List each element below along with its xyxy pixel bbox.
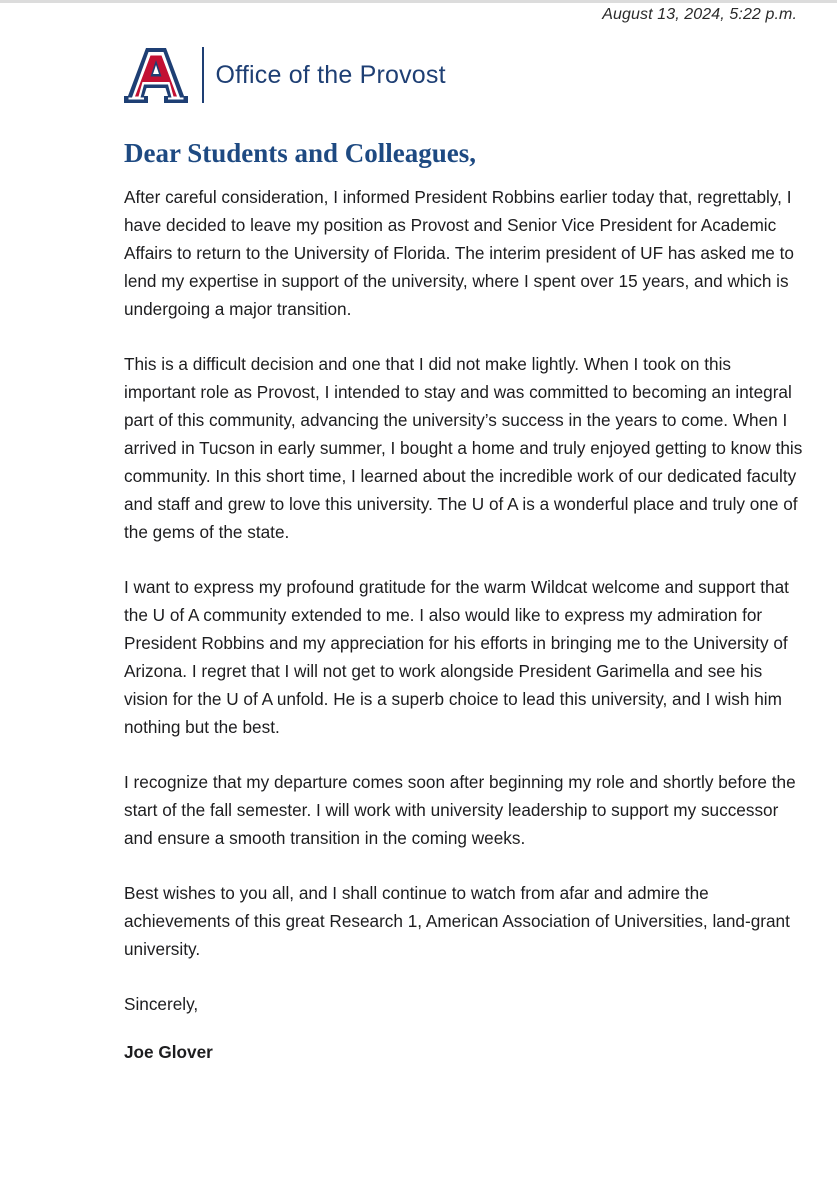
university-a-logo-icon <box>124 46 188 104</box>
email-timestamp: August 13, 2024, 5:22 p.m. <box>602 6 797 23</box>
letter-closing: Sincerely, <box>124 994 199 1014</box>
letter-paragraph-2: This is a difficult decision and one that I did not make lightly. When I took on this important role as Provost, I intended to stay and was committed to becoming an integral part of this community, advancing the university’s success in the years to come. When I arrived in Tucson in early summer, I bought a home and truly enjoyed getting to know this community. In this short time, I learned about the incredible work of our dedicated faculty and staff and grew to love this university. The U of A is a wonderful place and truly one of the gems of the state. <box>124 354 803 542</box>
letterhead <box>124 46 446 104</box>
letterhead-divider <box>202 47 204 103</box>
window-top-edge <box>0 0 837 3</box>
letter-paragraph-4: I recognize that my departure comes soon after beginning my role and shortly before the start of the fall semester. I will work with university leadership to support my successor and ensure a smooth transition in the coming weeks. <box>124 772 796 848</box>
letter-signature: Joe Glover <box>124 1042 213 1062</box>
letter-salutation: Dear Students and Colleagues, <box>124 138 477 168</box>
letter-paragraph-1: After careful consideration, I informed President Robbins earlier today that, regrettably, I have decided to leave my position as Provost and Senior Vice President for Academic Affairs to return to the University of Florida. The interim president of UF has asked me to lend my expertise in support of the university, where I spent over 15 years, and which is undergoing a major transition. <box>124 187 794 319</box>
letter-paragraph-3: I want to express my profound gratitude for the warm Wildcat welcome and support that the U of A community extended to me. I also would like to express my admiration for President Robbins and my appreciation for his efforts in bringing me to the University of Arizona. I regret that I will not get to work alongside President Garimella and see his vision for the U of A unfold. He is a superb choice to lead this university, and I wish him nothing but the best. <box>124 577 789 737</box>
office-name: Office of the Provost <box>215 60 446 89</box>
letter-body <box>124 183 804 1066</box>
letter-paragraph-5: Best wishes to you all, and I shall continue to watch from afar and admire the achievements of this great Research 1, American Association of Universities, land-grant university. <box>124 883 790 959</box>
